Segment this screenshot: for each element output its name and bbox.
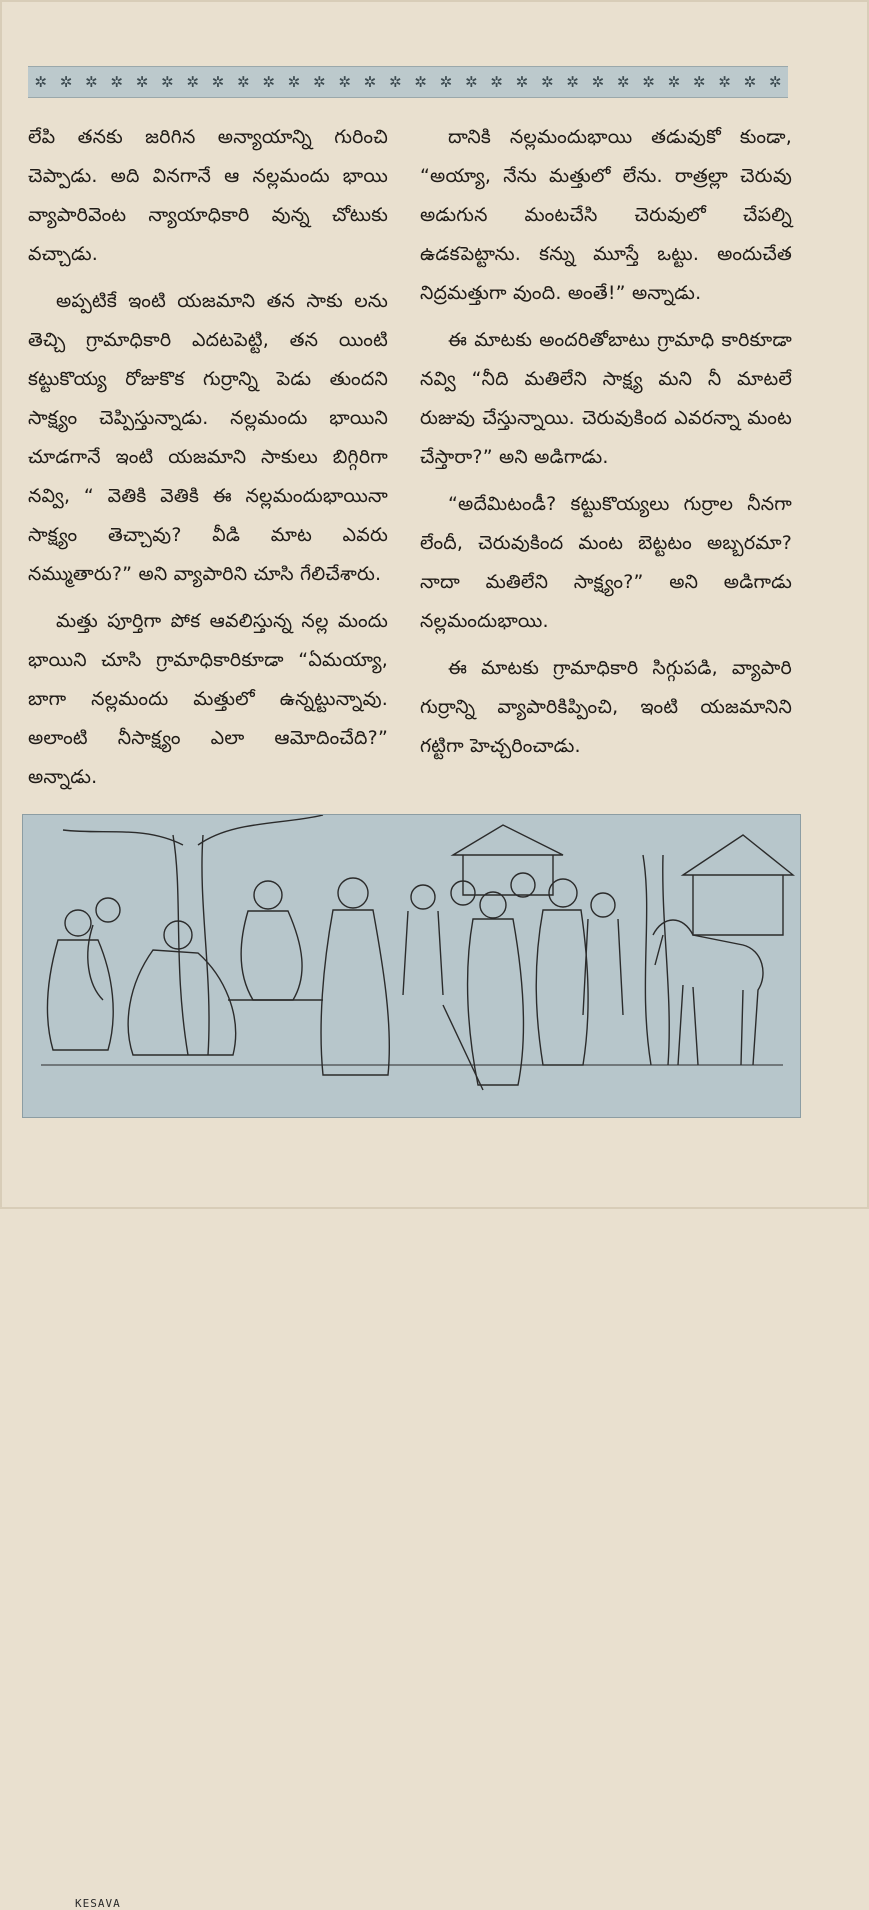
ornament-glyph: ✲ [363, 72, 377, 91]
ornament-glyph: ✲ [414, 72, 427, 91]
ornament-glyph: ✲ [59, 72, 73, 91]
paragraph: దానికి నల్లమందుభాయి తడువుకో కుండా, “అయ్యా, నేను మత్తులో లేను. రాత్రల్లా చెరువు అడుగున మంటచేసి చెరువులో చేపల్ని ఉడకపెట్టాను. కన్ను మూస్తే ఒట్టు. అందుచేత నిద్రమత్తుగా వుంది. అంతే!” అన్నాడు. [420, 126, 792, 304]
ornament-glyph: ✲ [566, 72, 579, 91]
ornament-glyph: ✲ [338, 72, 351, 91]
ornament-glyph: ✲ [490, 72, 503, 91]
ornament-glyph: ✲ [211, 72, 225, 91]
ornament-glyph: ✲ [312, 72, 326, 91]
ornament-glyph: ✲ [540, 72, 554, 91]
ornament-glyph: ✲ [110, 72, 123, 91]
paragraph: ఈ మాటకు అందరితోబాటు గ్రామాధి కారికూడా నవ్వి “నీది మతిలేని సాక్ష్య మని నీ మాటలే రుజువు చేస్తున్నాయి. చెరువుకింద ఎవరన్నా మంట చేస్తారా?” అని అడిగాడు. [420, 329, 792, 468]
ornament-glyph: ✲ [287, 72, 301, 91]
ornament-glyph: ✲ [616, 72, 630, 91]
illustration-drawing [23, 815, 800, 1117]
ornament-glyph: ✲ [692, 72, 706, 91]
left-text-column [28, 118, 388, 805]
ornament-glyph: ✲ [768, 72, 782, 91]
ornament-glyph: ✲ [34, 72, 47, 91]
ornament-glyph: ✲ [743, 72, 757, 91]
ornament-glyph: ✲ [161, 72, 174, 91]
paragraph: “అదేమిటండీ? కట్టుకొయ్యలు గుర్రాల నీనగా లేందీ, చెరువుకింద మంట బెట్టటం అబ్బరమా? నాదా మతిలేని సాక్ష్యం?” అని అడిగాడు నల్లమందుభాయి. [420, 493, 792, 632]
ornament-glyph: ✲ [237, 72, 250, 91]
right-text-column [420, 118, 792, 774]
artist-signature: KESAVA [75, 1897, 121, 1910]
ornament-glyph: ✲ [135, 72, 149, 91]
ornament-glyph: ✲ [262, 72, 275, 91]
ornament-glyph: ✲ [515, 72, 529, 91]
paragraph: ఈ మాటకు గ్రామాధికారి సిగ్గుపడి, వ్యాపారి గుర్రాన్ని వ్యాపారికిప్పించి, ఇంటి యజమానిని గట్టిగా హెచ్చరించాడు. [420, 657, 792, 757]
ornament-glyph: ✲ [439, 72, 453, 91]
ornament-glyph: ✲ [718, 72, 731, 91]
paragraph: లేపి తనకు జరిగిన అన్యాయాన్ని గురించి చెప్పాడు. అది వినగానే ఆ నల్లమందు భాయి వ్యాపారివెంట న్యాయాధికారి వున్న చోటుకు వచ్చాడు. [28, 126, 388, 265]
ornament-glyph: ✲ [85, 72, 98, 91]
ornament-glyph: ✲ [186, 72, 199, 91]
ornament-glyph: ✲ [642, 72, 655, 91]
ornament-glyph: ✲ [388, 72, 402, 91]
paragraph: మత్తు పూర్తిగా పోక ఆవలిస్తున్న నల్ల మందు భాయిని చూసి గ్రామాధికారికూడా “ఏమయ్యా, బాగా నల్లమందు మత్తులో ఉన్నట్టున్నావు. అలాంటి నీసాక్ష్యం ఎలా ఆమోదించేది?” అన్నాడు. [28, 610, 388, 788]
ornamental-border [28, 66, 788, 98]
ornament-glyph: ✲ [667, 72, 681, 91]
ornament-glyph: ✲ [591, 72, 605, 91]
village-scene-illustration [22, 814, 801, 1910]
paragraph: అప్పటికే ఇంటి యజమాని తన సాకు లను తెచ్చి గ్రామాధికారి ఎదటపెట్టి, తన యింటి కట్టుకొయ్య రోజుకొక గుర్రాన్ని పెడు తుందని సాక్ష్యం చెప్పిస్తున్నాడు. నల్లమందు భాయిని చూడగానే ఇంటి యజమాని సాకులు బిగ్గిరిగా నవ్వి, “ వెతికి వెతికి ఈ నల్లమందుభాయినా సాక్ష్యం తెచ్చావు? వీడి మాట ఎవరు నమ్ముతారు?” అని వ్యాపారిని చూసి గేలిచేశారు. [28, 290, 388, 585]
ornament-glyph: ✲ [464, 72, 478, 91]
